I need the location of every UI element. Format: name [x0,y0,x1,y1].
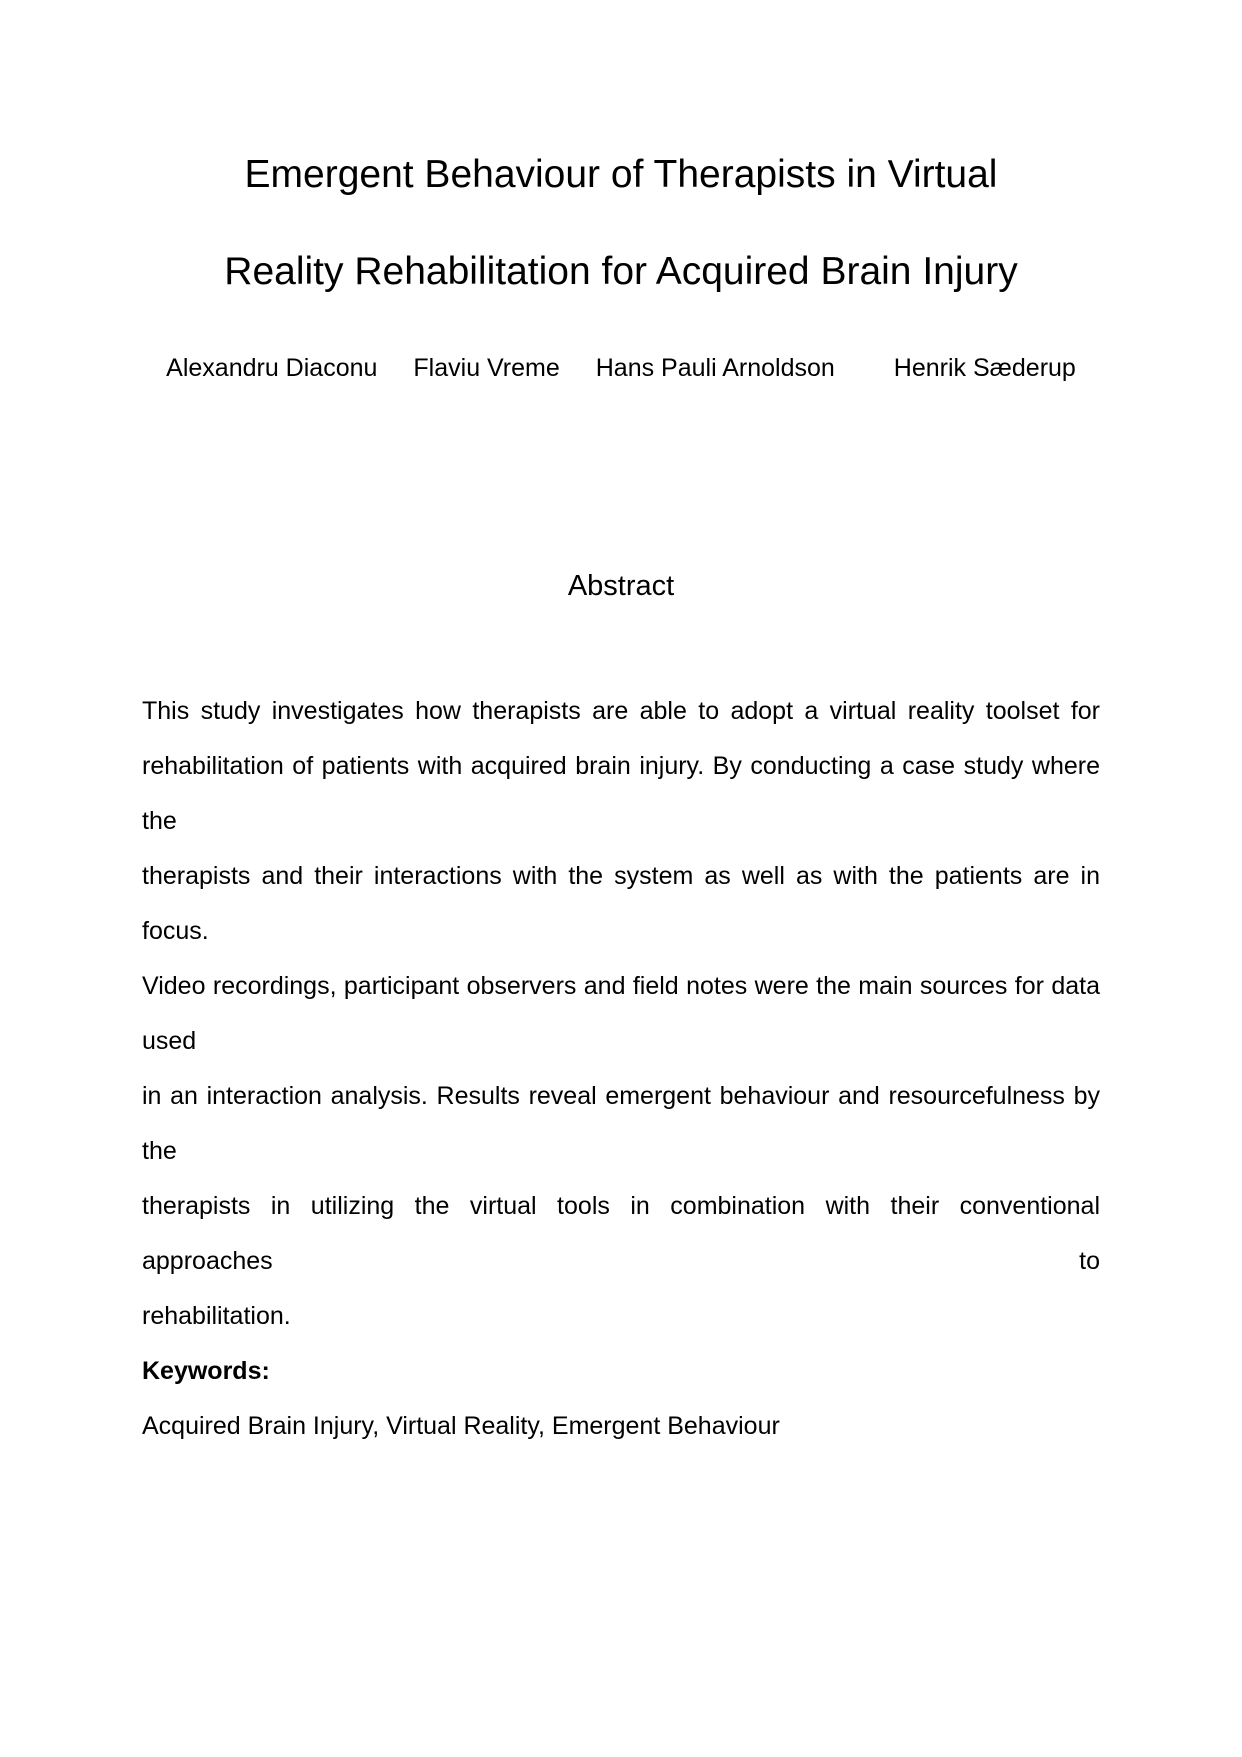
author-list [142,353,1100,383]
author-name: Henrik Sæderup [893,354,1076,382]
abstract-line: in an interaction analysis. Results reveal emergent behaviour and resourcefulness by the [142,1082,1100,1165]
author-name: Hans Pauli Arnoldson [595,354,835,382]
author-name: Flaviu Vreme [413,354,560,382]
abstract-line: therapists in utilizing the virtual tools in combination with their conventional approaches to [142,1192,1100,1275]
abstract-line: rehabilitation. [142,1302,291,1330]
paper-title-line-2: Reality Rehabilitation for Acquired Brain Injury [224,250,1018,293]
abstract-line: This study investigates how therapists are able to adopt a virtual reality toolset for [142,697,1100,725]
abstract-body [142,684,1100,1344]
paper-title [142,126,1100,320]
keywords-value: Acquired Brain Injury, Virtual Reality, Emergent Behaviour [142,1412,780,1440]
abstract-line: therapists and their interactions with the system as well as with the patients are in focus. [142,862,1100,945]
paper-title-line-1: Emergent Behaviour of Therapists in Virtual [244,153,998,196]
abstract-line: Video recordings, participant observers and field notes were the main sources for data used [142,972,1100,1055]
abstract-line: rehabilitation of patients with acquired brain injury. By conducting a case study where the [142,752,1100,835]
author-name: Alexandru Diaconu [166,354,378,382]
keywords-label: Keywords: [142,1357,270,1385]
abstract-heading: Abstract [567,570,675,602]
